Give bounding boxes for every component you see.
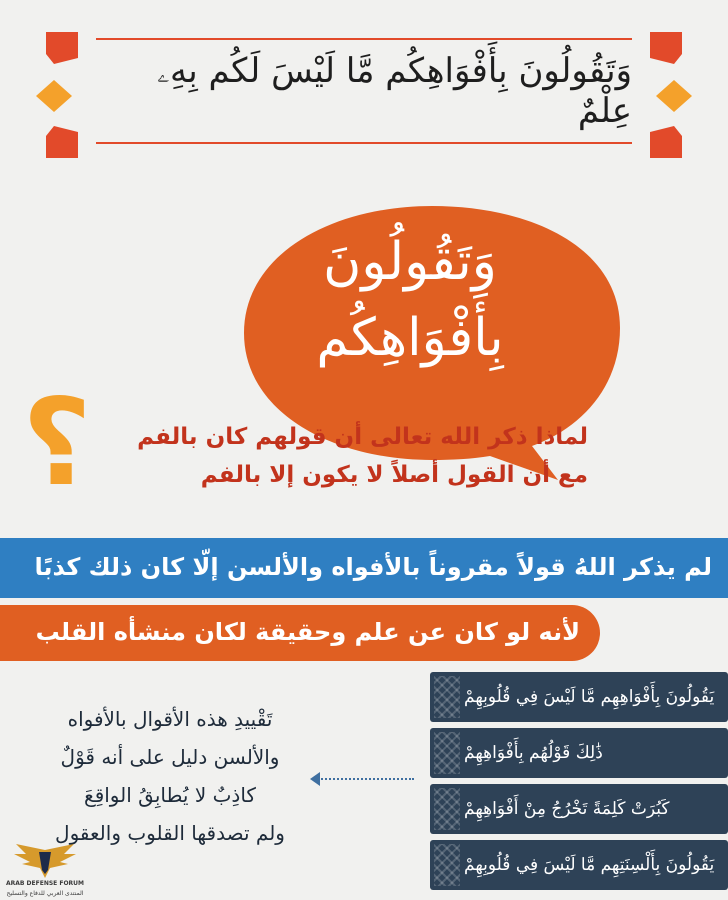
blue-band-text: لم يذكر اللهُ قولاً مقروناً بالأفواه والألسن إلّا كان ذلك كذبًا	[34, 553, 712, 581]
banner-bottom-line	[96, 142, 632, 144]
arrow-left-icon	[310, 772, 320, 786]
pattern-icon	[434, 732, 460, 774]
eagle-logo-icon	[12, 840, 78, 880]
verse-card-text: ذَٰلِكَ قَوْلُهُم بِأَفْوَاهِهِمْ	[464, 743, 603, 763]
verse-card	[430, 784, 728, 834]
verse-card	[430, 728, 728, 778]
forum-logo	[0, 836, 90, 900]
banner-verse: وَتَقُولُونَ بِأَفْوَاهِكُم مَّا لَيْسَ لَكُم بِهِۦ عِلْمٌ	[157, 51, 632, 131]
pattern-icon	[434, 676, 460, 718]
verse-card	[430, 672, 728, 722]
question-mark-icon: ؟	[22, 374, 92, 513]
explanation-line-2: والألسن دليل على أنه قَوْلٌ	[60, 745, 280, 769]
orange-band-text: لأنه لو كان عن علم وحقيقة لكان منشأه القلب	[35, 618, 580, 646]
explanation-text	[20, 700, 320, 852]
verse-card-text: يَقُولُونَ بِأَفْوَاهِهِم مَّا لَيْسَ فِي قُلُوبِهِمْ	[464, 687, 715, 707]
question-line-2: مع أن القول أصلاً لا يكون إلا بالفم	[200, 462, 588, 488]
connector-dotted-line	[318, 778, 414, 780]
pattern-icon	[434, 788, 460, 830]
explanation-line-1: تَقْييدِ هذه الأقوال بالأفواه	[67, 707, 273, 731]
verse-card-text: كَبُرَتْ كَلِمَةً تَخْرُجُ مِنْ أَفْوَاهِهِمْ	[464, 799, 670, 819]
logo-name: ARAB DEFENSE FORUM	[5, 880, 85, 887]
explanation-line-3: كاذِبٌ لا يُطابِقُ الواقِعَ	[84, 783, 256, 807]
verse-card	[430, 840, 728, 890]
question-line-1: لماذا ذكر الله تعالى أن قولهم كان بالفم	[137, 424, 588, 450]
ornament-left-icon	[26, 30, 86, 160]
banner-top-line	[96, 38, 632, 40]
bubble-line-1: وَتَقُولُونَ	[323, 232, 497, 292]
verse-card-text: يَقُولُونَ بِأَلْسِنَتِهِم مَّا لَيْسَ فِي قُلُوبِهِمْ	[464, 855, 715, 875]
pattern-icon	[434, 844, 460, 886]
bubble-line-2: بِأَفْوَاهِكُم	[316, 308, 504, 368]
question-text	[80, 418, 588, 494]
explanation-line-4: ولم تصدقها القلوب والعقول	[55, 821, 285, 845]
ornament-right-icon	[642, 30, 702, 160]
logo-tagline: المنتدى العربي للدفاع والتسليح	[6, 890, 84, 897]
